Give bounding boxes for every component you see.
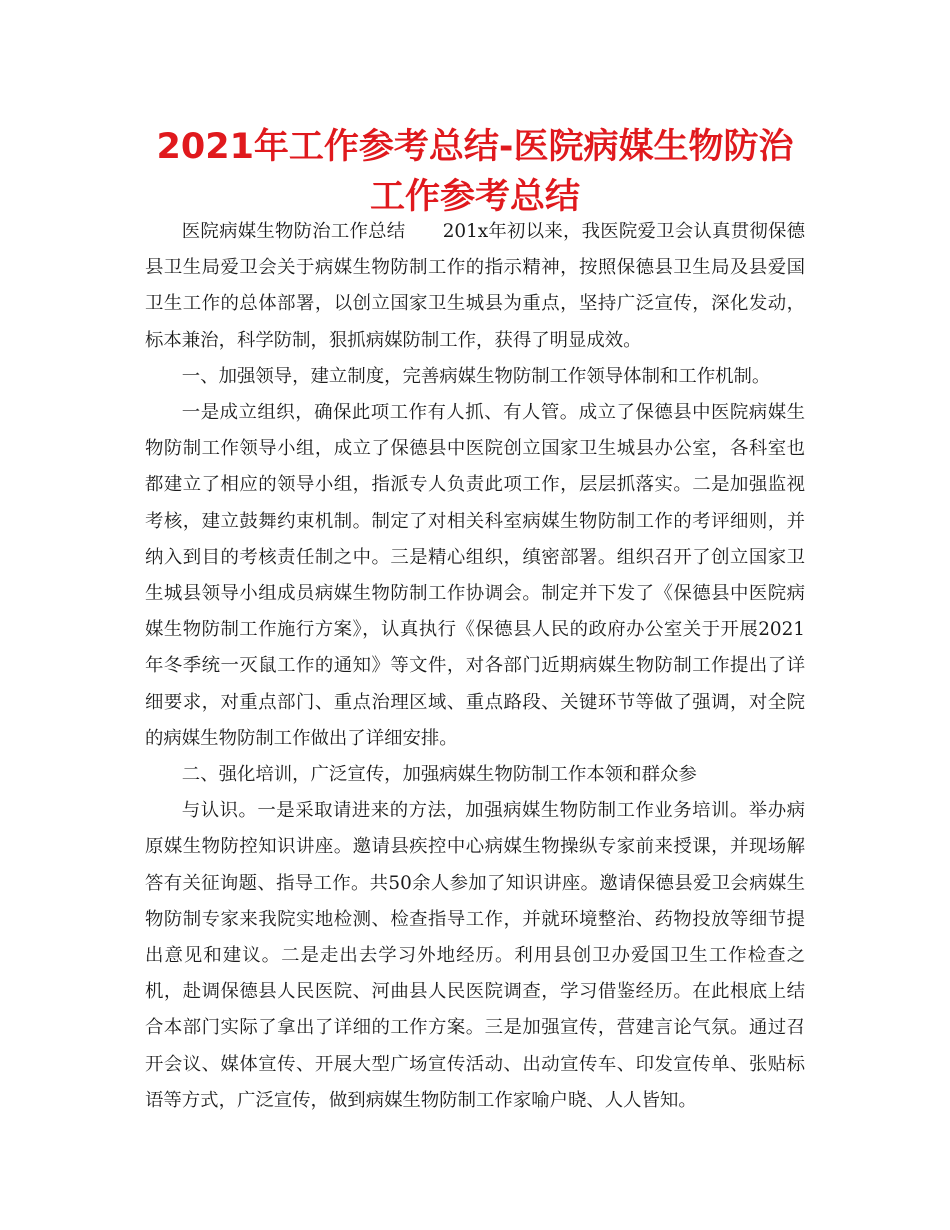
paragraph-section-1-heading: 一、加强领导，建立制度，完善病媒生物防制工作领导体制和工作机制。 bbox=[181, 365, 771, 387]
paragraph-intro: 医院病媒生物防治工作总结 201x年初以来，我医院爱卫会认真贯彻保德县卫生局爱卫会关于病媒生物防制工作的指示精神，按照保德县卫生局及县爱国卫生工作的总体部署，以创立国家卫生城县为重点，坚持广泛宣传，深化发动，标本兼治，科学防制，狠抓病媒防制工作，获得了明显成效。 bbox=[145, 221, 805, 351]
document-title: 2021年工作参考总结-医院病媒生物防治工作参考总结 bbox=[156, 127, 794, 217]
paragraph-section-2-heading: 二、强化培训，广泛宣传，加强病媒生物防制工作本领和群众参 bbox=[181, 764, 697, 786]
document-body bbox=[145, 214, 805, 1119]
paragraph-section-2-body: 与认识。一是采取请进来的方法，加强病媒生物防制工作业务培训。举办病原媒生物防控知识讲座。邀请县疾控中心病媒生物操纵专家前来授课，并现场解答有关征询题、指导工作。共50余人参加了知识讲座。邀请保德县爱卫会病媒生物防制专家来我院实地检测、检查指导工作，并就环境整治、药物投放等细节提出意见和建议。二是走出去学习外地经历。利用县创卫办爱国卫生工作检查之机，赴调保德县人民医院、河曲县人民医院调查，学习借鉴经历。在此根底上结合本部门实际了拿出了详细的工作方案。三是加强宣传，营建言论气氛。通过召开会议、媒体宣传、开展大型广场宣传活动、出动宣传车、印发宣传单、张贴标语等方式，广泛宣传，做到病媒生物防制工作家喻户晓、人人皆知。 bbox=[145, 800, 805, 1111]
paragraph-section-1-body: 一是成立组织，确保此项工作有人抓、有人管。成立了保德县中医院病媒生物防制工作领导小组，成立了保德县中医院创立国家卫生城县办公室，各科室也都建立了相应的领导小组，指派专人负责此项工作，层层抓落实。二是加强监视考核，建立鼓舞约束机制。制定了对相关科室病媒生物防制工作的考评细则，并纳入到目的考核责任制之中。三是精心组织，缜密部署。组织召开了创立国家卫生城县领导小组成员病媒生物防制工作协调会。制定并下发了《保德县中医院病媒生物防制工作施行方案》，认真执行《保德县人民的政府办公室关于开展2021年冬季统一灭鼠工作的通知》等文件，对各部门近期病媒生物防制工作提出了详细要求，对重点部门、重点治理区域、重点路段、关键环节等做了强调，对全院的病媒生物防制工作做出了详细安排。 bbox=[145, 402, 805, 749]
